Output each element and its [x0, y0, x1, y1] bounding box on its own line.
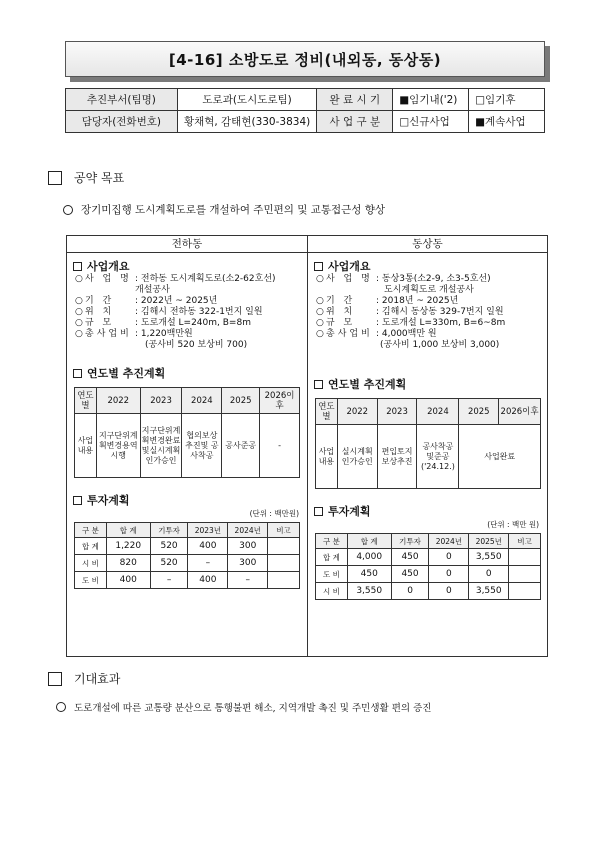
type-option-continuing: ■계속사업 [469, 111, 545, 133]
page-title: [4-16] 소방도로 정비(내외동, 동상동) [65, 41, 545, 77]
effect-text: 도로개설에 따른 교통량 분산으로 통행불편 해소, 지역개발 촉진 및 주민생활 편의 증진 [74, 703, 432, 714]
right-project-name: 동상동 [308, 236, 547, 253]
right-plan-table [315, 398, 541, 489]
investment-cell [509, 566, 541, 583]
investment-cell [509, 549, 541, 566]
overview-value: : 4,000백만 원 [376, 329, 437, 339]
left-plan-title [73, 365, 307, 381]
info-table [65, 88, 545, 133]
investment-header-cell: 비고 [268, 523, 300, 538]
goal-text: 장기미집행 도시계획도로를 개설하여 주민편의 및 교통접근성 향상 [81, 204, 386, 216]
investment-cell [268, 555, 300, 572]
manager-value: 황채혁, 감태현(330-3834) [177, 111, 317, 133]
investment-cell: 4,000 [347, 549, 391, 566]
goal-heading [48, 169, 124, 186]
overview-extra: 도시계획도로 개설공사 [384, 285, 474, 295]
plan-header-cell: 2026이후 [260, 388, 300, 414]
overview-row: ○ 기 간 : 2022년 ~ 2025년 [75, 296, 218, 306]
type-option-new: □신규사업 [393, 111, 469, 133]
investment-cell: 400 [188, 572, 228, 589]
effect-heading [48, 670, 120, 687]
overview-label: 사 업 명 [85, 274, 132, 284]
investment-cell [268, 538, 300, 555]
table-row [75, 572, 300, 589]
investment-cell [509, 583, 541, 600]
investment-cell: 300 [228, 555, 268, 572]
plan-row-label: 사업내용 [316, 425, 338, 489]
checkbox-square-icon [73, 369, 82, 378]
left-investment-unit: (단위 : 백만원) [249, 509, 299, 518]
plan-header-cell: 2023 [140, 388, 182, 414]
plan-header-cell: 2025 [459, 399, 499, 425]
investment-cell: 시 비 [75, 555, 107, 572]
overview-row: ○ 총사업비 : 1,220백만원 [75, 329, 193, 339]
investment-header-cell: 2024년 [228, 523, 268, 538]
overview-label: 총사업비 [326, 329, 373, 339]
investment-header-cell: 기투자 [150, 523, 188, 538]
overview-value: : 전하동 도시계획도로(소2-62호선) [135, 274, 276, 284]
investment-cell: 0 [429, 566, 469, 583]
investment-header-cell: 합 계 [347, 534, 391, 549]
project-comparison-box [66, 235, 548, 657]
circle-bullet-icon [63, 205, 73, 215]
left-investment-title [73, 492, 307, 508]
investment-cell: 450 [391, 566, 429, 583]
table-row [75, 555, 300, 572]
plan-cell: 지구단위계획변경용역시행 [96, 414, 140, 478]
overview-value: : 동상3통(소2-9, 소3-5호선) [376, 274, 491, 284]
plan-header-cell: 2026이후 [499, 399, 541, 425]
overview-label: 위 치 [85, 307, 115, 317]
left-project-name: 전하동 [67, 236, 307, 253]
overview-label: 기 간 [85, 296, 115, 306]
completion-option-in-term: ■임기내('2) [393, 89, 469, 111]
overview-row: ○ 규 모 : 도로개설 L=240m, B=8m [75, 318, 251, 328]
overview-value: : 도로개설 L=330m, B=6~8m [376, 318, 506, 328]
manager-label: 담당자(전화번호) [66, 111, 178, 133]
overview-row: ○ 위 치 : 김해시 동상동 329-7번지 일원 [316, 307, 504, 317]
checkbox-square-icon [73, 262, 82, 271]
investment-header-cell: 2025년 [469, 534, 509, 549]
investment-cell: 0 [429, 583, 469, 600]
investment-cell: – [150, 572, 188, 589]
overview-label: 총사업비 [85, 329, 132, 339]
overview-label: 규 모 [326, 318, 356, 328]
goal-line [63, 202, 385, 217]
investment-header-cell: 2024년 [429, 534, 469, 549]
plan-cell: 공사착공 및준공('24.12.) [417, 425, 459, 489]
right-investment-title [314, 503, 547, 519]
overview-row: ○ 규 모 : 도로개설 L=330m, B=6~8m [316, 318, 506, 328]
checkbox-square-icon [314, 380, 323, 389]
investment-header-cell: 2023년 [188, 523, 228, 538]
left-overview-title [73, 258, 307, 274]
right-project-column [308, 236, 547, 656]
left-plan-table [74, 387, 300, 478]
investment-cell: 3,550 [469, 549, 509, 566]
overview-row: ○ 사 업 명 : 동상3통(소2-9, 소3-5호선) [316, 274, 491, 284]
table-row [75, 538, 300, 555]
investment-header-cell: 합 계 [106, 523, 150, 538]
checkbox-square-icon [314, 262, 323, 271]
investment-cell: 520 [150, 555, 188, 572]
investment-cell: 3,550 [347, 583, 391, 600]
left-overview-title-text: 사업개요 [87, 260, 130, 273]
table-row [316, 583, 541, 600]
investment-cell: 시 비 [316, 583, 348, 600]
investment-cell: – [188, 555, 228, 572]
effect-line [56, 700, 431, 714]
plan-cell: 실시계획인가승인 [337, 425, 377, 489]
plan-header-cell: 2025 [222, 388, 260, 414]
plan-header-cell: 2023 [377, 399, 417, 425]
investment-cell: 400 [188, 538, 228, 555]
plan-cell: - [260, 414, 300, 478]
overview-row: ○ 총사업비 : 4,000백만 원 [316, 329, 437, 339]
investment-header-cell: 기투자 [391, 534, 429, 549]
plan-cell: 편입토지보상추진 [377, 425, 417, 489]
investment-cell: 3,550 [469, 583, 509, 600]
circle-bullet-icon [56, 702, 66, 712]
dept-label: 추진부서(팀명) [66, 89, 178, 111]
left-investment-table [74, 522, 300, 589]
right-overview-title [314, 258, 547, 274]
right-plan-title-text: 연도별 추진계획 [328, 378, 407, 391]
checkbox-square-icon [48, 171, 62, 185]
investment-cell: 1,220 [106, 538, 150, 555]
right-overview-list [316, 274, 547, 351]
overview-extra: 개설공사 [135, 285, 170, 295]
investment-cell: 450 [391, 549, 429, 566]
overview-value: : 2022년 ~ 2025년 [135, 296, 218, 306]
left-plan-title-text: 연도별 추진계획 [87, 367, 166, 380]
overview-row: ○ 기 간 : 2018년 ~ 2025년 [316, 296, 459, 306]
overview-extra: (공사비 1,000 보상비 3,000) [380, 340, 500, 350]
plan-cell: 공사준공 [222, 414, 260, 478]
plan-header-cell: 2022 [96, 388, 140, 414]
right-overview-title-text: 사업개요 [328, 260, 371, 273]
plan-cell: 협의보상추진및 공사착공 [182, 414, 222, 478]
overview-value: : 1,220백만원 [135, 329, 193, 339]
overview-row: ○ 사 업 명 : 전하동 도시계획도로(소2-62호선) [75, 274, 276, 284]
investment-cell: 합 계 [75, 538, 107, 555]
left-overview-list [75, 274, 307, 351]
plan-cell: 지구단위계획변경완료 및실시계획인가승인 [140, 414, 182, 478]
plan-header-cell: 연도별 [316, 399, 338, 425]
left-investment-title-text: 투자계획 [87, 494, 130, 507]
investment-cell: 520 [150, 538, 188, 555]
right-plan-title [314, 376, 547, 392]
investment-cell: 300 [228, 538, 268, 555]
type-label: 사 업 구 분 [317, 111, 393, 133]
plan-header-cell: 2022 [337, 399, 377, 425]
overview-value: : 2018년 ~ 2025년 [376, 296, 459, 306]
overview-label: 기 간 [326, 296, 356, 306]
right-investment-table [315, 533, 541, 600]
completion-label: 완 료 시 기 [317, 89, 393, 111]
investment-cell: 0 [429, 549, 469, 566]
investment-cell: 450 [347, 566, 391, 583]
effect-heading-text: 기대효과 [74, 672, 121, 686]
right-investment-title-text: 투자계획 [328, 505, 371, 518]
goal-heading-text: 공약 목표 [74, 171, 125, 185]
investment-cell: 합 계 [316, 549, 348, 566]
overview-label: 규 모 [85, 318, 115, 328]
plan-row-label: 사업내용 [75, 414, 97, 478]
investment-cell: 0 [469, 566, 509, 583]
investment-header-cell: 구 분 [75, 523, 107, 538]
overview-value: : 도로개설 L=240m, B=8m [135, 318, 251, 328]
left-project-column [67, 236, 308, 656]
investment-cell [268, 572, 300, 589]
investment-cell: – [228, 572, 268, 589]
investment-header-cell: 비고 [509, 534, 541, 549]
checkbox-square-icon [314, 507, 323, 516]
overview-value: : 김해시 전하동 322-1번지 일원 [135, 307, 263, 317]
overview-extra: (공사비 520 보상비 700) [145, 340, 248, 350]
investment-cell: 도 비 [316, 566, 348, 583]
investment-cell: 820 [106, 555, 150, 572]
overview-row: ○ 위 치 : 김해시 전하동 322-1번지 일원 [75, 307, 263, 317]
plan-header-cell: 2024 [417, 399, 459, 425]
overview-label: 사 업 명 [326, 274, 373, 284]
dept-value: 도로과(도시도로팀) [177, 89, 317, 111]
investment-cell: 0 [391, 583, 429, 600]
investment-header-cell: 구 분 [316, 534, 348, 549]
plan-header-cell: 2024 [182, 388, 222, 414]
overview-label: 위 치 [326, 307, 356, 317]
table-row [316, 549, 541, 566]
plan-header-cell: 연도별 [75, 388, 97, 414]
right-investment-unit: (단위 : 백만 원) [487, 520, 539, 529]
completion-option-after-term: □임기후 [469, 89, 545, 111]
table-row [316, 566, 541, 583]
checkbox-square-icon [48, 672, 62, 686]
investment-cell: 도 비 [75, 572, 107, 589]
plan-cell: 사업완료 [459, 425, 541, 489]
investment-cell: 400 [106, 572, 150, 589]
checkbox-square-icon [73, 496, 82, 505]
overview-value: : 김해시 동상동 329-7번지 일원 [376, 307, 504, 317]
